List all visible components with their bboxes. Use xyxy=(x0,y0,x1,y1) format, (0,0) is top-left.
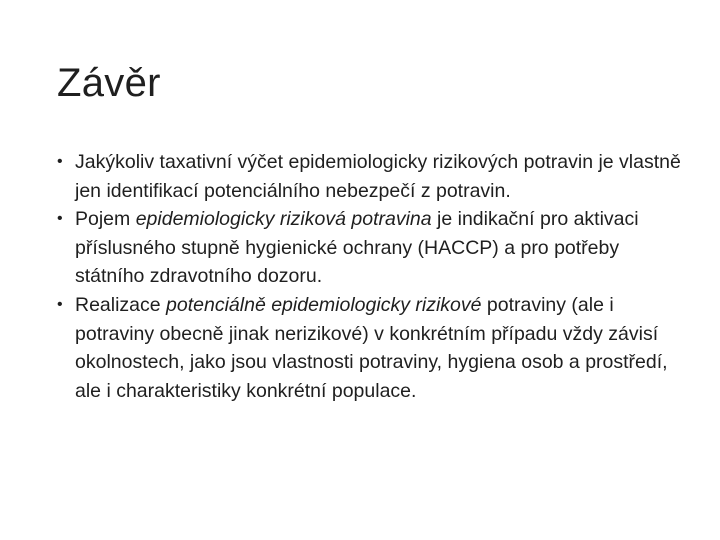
bullet-text: potraviny (ale i potraviny obecně jinak nerizikové) v konkrétním případu vždy závisí okolnostech, jako jsou vlastnosti potraviny, hygiena osob a prostředí, ale i charakteristiky konkrétní populace. xyxy=(75,293,668,402)
bullet-item xyxy=(57,148,687,205)
bullet-text: je indikační pro aktivaci příslusného stupně hygienické ochrany (HACCP) a pro potřeby státního zdravotního dozoru. xyxy=(75,208,639,288)
bullet-list xyxy=(57,148,687,405)
bullet-item xyxy=(57,291,687,405)
bullet-text: Jakýkoliv taxativní výčet epidemiologicky rizikových potravin je vlastně jen identifikací potenciálního nebezpečí z potravin. xyxy=(75,151,681,202)
bullet-marker: • xyxy=(57,210,63,228)
bullet-text-italic: epidemiologicky riziková potravina xyxy=(135,208,432,231)
slide-title: Závěr xyxy=(57,61,161,105)
bullet-text: Realizace xyxy=(75,293,167,316)
bullet-text-italic: potenciálně epidemiologicky rizikové xyxy=(166,293,482,316)
bullet-item xyxy=(57,205,687,291)
bullet-marker: • xyxy=(57,295,63,313)
bullet-marker: • xyxy=(57,153,63,170)
bullet-text: Pojem xyxy=(75,208,136,231)
